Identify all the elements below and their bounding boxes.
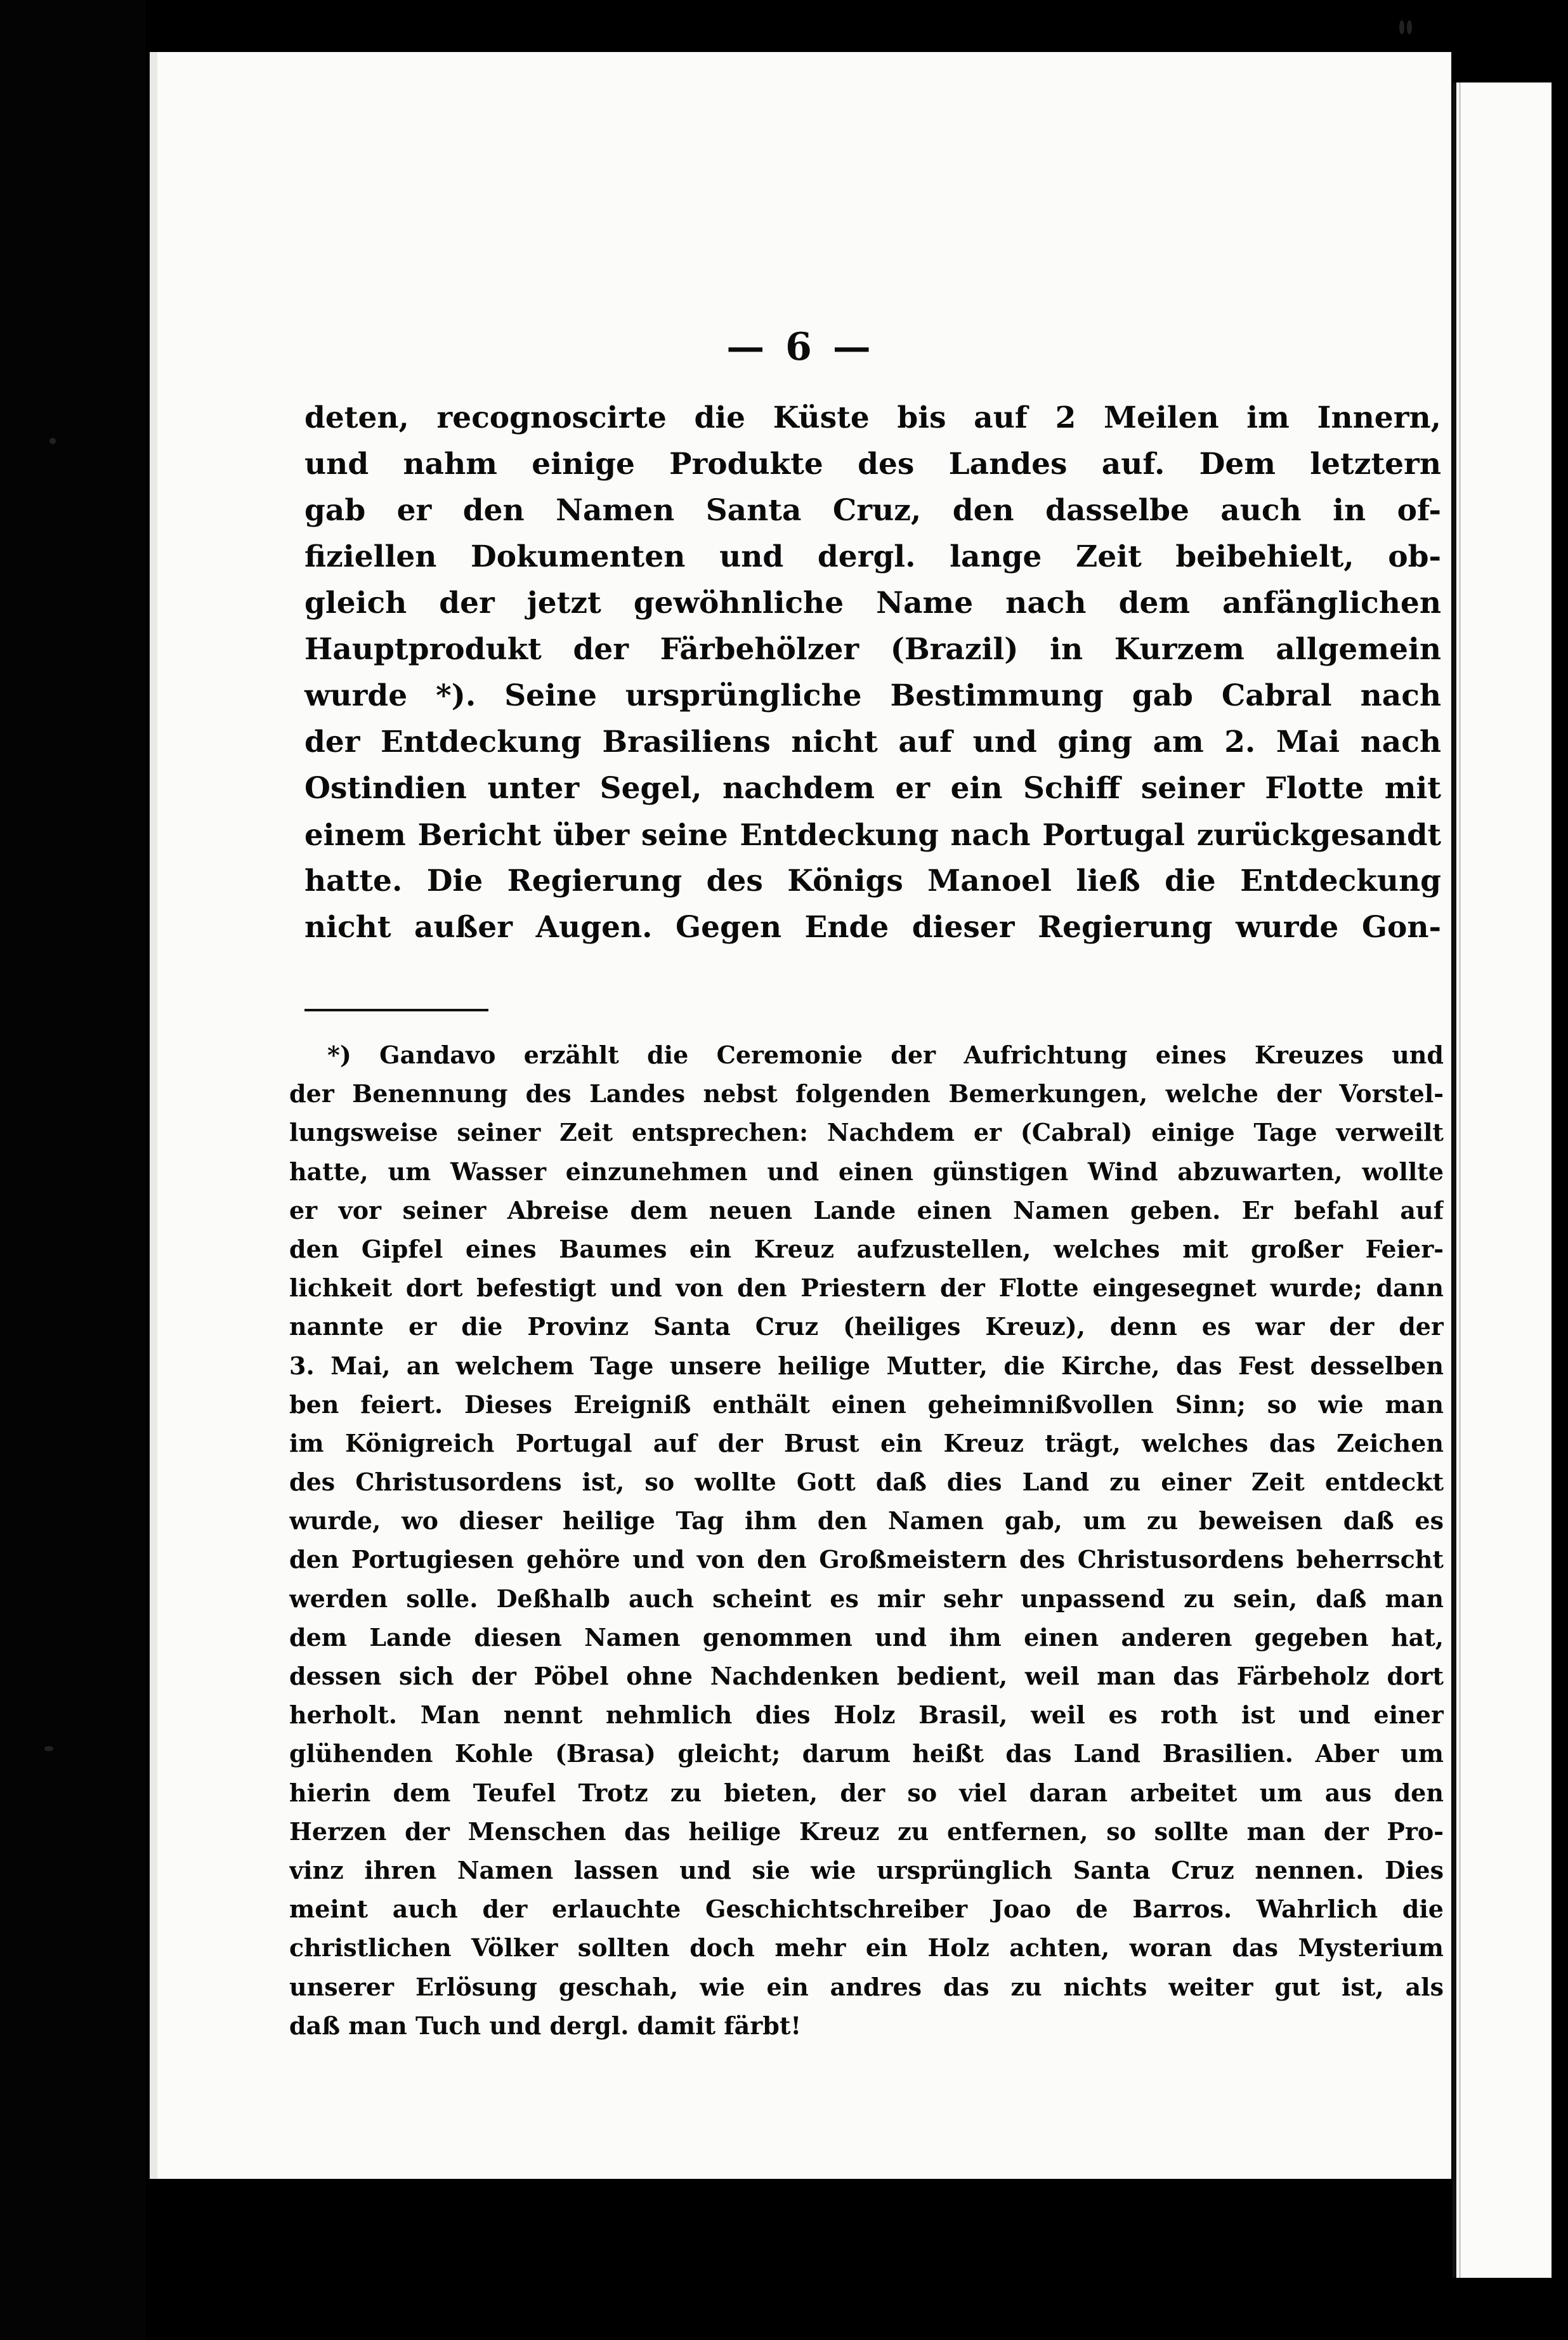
text-line: wurde *). Seine ursprüngliche Bestimmung gab Cabral nach (304, 678, 1441, 713)
main-paragraph (304, 395, 1441, 950)
text-line: gleich der jetzt gewöhnliche Name nach dem anfänglichen (304, 586, 1441, 621)
scan-border-left (0, 0, 146, 2340)
footnote-line: lichkeit dort befestigt und von den Priestern der Flotte eingesegnet wurde; dann (289, 1273, 1444, 1303)
page-edge-line (1459, 82, 1461, 2278)
text-line: deten, recognoscirte die Küste bis auf 2 Meilen im Innern, (304, 400, 1441, 435)
footnote-line: der Benennung des Landes nebst folgenden Bemerkungen, welche der Vorstel- (289, 1079, 1444, 1108)
footnote-line: glühenden Kohle (Brasa) gleicht; darum heißt das Land Brasilien. Aber um (289, 1739, 1444, 1768)
footnote-line: dem Lande diesen Namen genommen und ihm einen anderen gegeben hat, (289, 1622, 1444, 1652)
footnote-line: werden solle. Deßhalb auch scheint es mir sehr unpassend zu sein, daß man (289, 1584, 1444, 1613)
footnote-line: daß man Tuch und dergl. damit färbt! (289, 2011, 802, 2040)
text-line: fiziellen Dokumenten und dergl. lange Zeit beibehielt, ob- (304, 539, 1441, 574)
footnote-line: 3. Mai, an welchem Tage unsere heilige Mutter, die Kirche, das Fest desselben (289, 1351, 1444, 1380)
footnote-line: Herzen der Menschen das heilige Kreuz zu entfernen, so sollte man der Pro- (289, 1817, 1444, 1846)
footnote-line: vinz ihren Namen lassen und sie wie ursprünglich Santa Cruz nennen. Dies (289, 1855, 1444, 1884)
text-line: nicht außer Augen. Gegen Ende dieser Regierung wurde Gon- (304, 910, 1441, 945)
next-page-edge (1453, 82, 1552, 2278)
footnote-line: hierin dem Teufel Trotz zu bieten, der so viel daran arbeitet um aus den (289, 1778, 1444, 1807)
footnote-divider (304, 1009, 488, 1011)
footnote-line: dessen sich der Pöbel ohne Nachdenken bedient, weil man das Färbeholz dort (289, 1662, 1444, 1690)
footnote-line: nannte er die Provinz Santa Cruz (heiliges Kreuz), denn es war der der (289, 1312, 1444, 1341)
footnote-line: des Christusordens ist, so wollte Gott daß dies Land zu einer Zeit entdeckt (289, 1468, 1444, 1497)
footnote-line: den Gipfel eines Baumes ein Kreuz aufzustellen, welches mit großer Feier- (289, 1234, 1444, 1263)
text-line: gab er den Namen Santa Cruz, den dasselbe auch in of- (304, 493, 1441, 528)
footnote-line: den Portugiesen gehöre und von den Großmeistern des Christusordens beherrscht (289, 1545, 1444, 1574)
footnote-line: wurde, wo dieser heilige Tag ihm den Namen gab, um zu beweisen daß es (289, 1506, 1444, 1535)
text-line: der Entdeckung Brasiliens nicht auf und ging am 2. Mai nach (304, 725, 1441, 759)
footnote-line: lungsweise seiner Zeit entsprechen: Nachdem er (Cabral) einige Tage verweilt (289, 1118, 1444, 1147)
text-line: einem Bericht über seine Entdeckung nach Portugal zurückgesandt (304, 817, 1441, 852)
book-page (150, 52, 1451, 2179)
footnote-line: er vor seiner Abreise dem neuen Lande einen Namen geben. Er befahl auf (289, 1195, 1444, 1225)
page-number: — 6 — (726, 325, 875, 369)
text-line: und nahm einige Produkte des Landes auf. Dem letztern (304, 447, 1441, 482)
footnote-line: meint auch der erlauchte Geschichtschreiber Joao de Barros. Wahrlich die (289, 1895, 1444, 1924)
text-line: Ostindien unter Segel, nachdem er ein Schiff seiner Flotte mit (304, 771, 1441, 806)
footnote-line: hatte, um Wasser einzunehmen und einen günstigen Wind abzuwarten, wollte (289, 1157, 1444, 1186)
footnote-line: herholt. Man nennt nehmlich dies Holz Brasil, weil es roth ist und einer (289, 1700, 1444, 1730)
text-line: hatte. Die Regierung des Königs Manoel ließ die Entdeckung (304, 864, 1441, 898)
footnote (289, 1035, 1444, 2045)
text-line: Hauptprodukt der Färbehölzer (Brazil) in Kurzem allgemein (304, 632, 1441, 667)
footnote-line: ben feiert. Dieses Ereigniß enthält einen geheimnißvollen Sinn; so wie man (289, 1390, 1444, 1419)
footnote-line: *) Gandavo erzählt die Ceremonie der Aufrichtung eines Kreuzes und (327, 1041, 1444, 1069)
footnote-line: im Königreich Portugal auf der Brust ein Kreuz trägt, welches das Zeichen (289, 1428, 1444, 1457)
footnote-line: christlichen Völker sollten doch mehr ein Holz achten, woran das Mysterium (289, 1933, 1444, 1962)
footnote-line: unserer Erlösung geschah, wie ein andres das zu nichts weiter gut ist, als (289, 1972, 1444, 2001)
